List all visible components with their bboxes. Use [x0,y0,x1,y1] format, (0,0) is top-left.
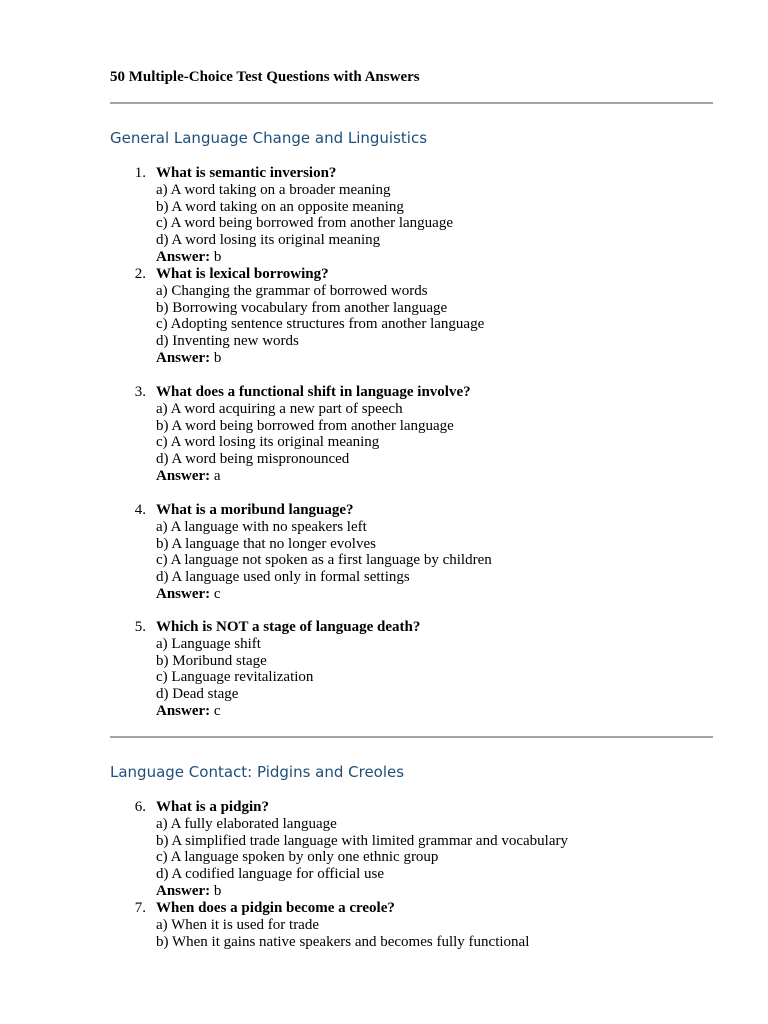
answer-option: a) When it is used for trade [156,916,320,933]
answer-line [156,249,453,266]
answer-option: c) Language revitalization [156,669,314,686]
answer-label: Answer: [156,702,211,719]
answer-label: Answer: [156,349,211,366]
answer-option: a) Language shift [156,635,261,652]
section-heading: Language Contact: Pidgins and Creoles [110,763,405,781]
question-number: 2. [134,266,146,282]
answer-option: d) A codified language for official use [156,866,384,883]
answer-option: d) A word losing its original meaning [156,232,381,249]
question-text: Which is NOT a stage of language death? [156,619,421,635]
answer-option: c) A word being borrowed from another language [156,215,453,232]
answer-option: a) A word taking on a broader meaning [156,181,391,198]
section-heading: General Language Change and Linguistics [110,129,428,147]
answer-option: b) A language that no longer evolves [156,535,376,552]
question-number: 1. [134,165,146,181]
answer-option: c) A word losing its original meaning [156,434,380,451]
answer-option: b) When it gains native speakers and becomes fully functional [156,933,530,950]
answer-option: c) A language not spoken as a first language by children [156,552,492,569]
question-text: What is lexical borrowing? [156,266,329,282]
answer-value: a [210,467,221,484]
answer-option: d) Dead stage [156,686,239,703]
answer-option: a) Changing the grammar of borrowed words [156,282,428,299]
answer-value: b [210,882,222,899]
answer-option: d) A language used only in formal settings [156,569,410,586]
answer-label: Answer: [156,248,211,265]
question-number: 3. [134,384,146,400]
question-number: 6. [134,799,146,815]
answer-label: Answer: [156,585,211,602]
answer-option: c) Adopting sentence structures from another language [156,316,485,333]
question-text: What is semantic inversion? [156,165,337,181]
answer-label: Answer: [156,467,211,484]
section-divider [110,736,713,738]
answer-option: b) Moribund stage [156,652,267,669]
document-title: 50 Multiple-Choice Test Questions with Answers [110,69,420,85]
answer-line [156,883,568,900]
question-number: 4. [134,502,146,518]
question-text: When does a pidgin become a creole? [156,900,395,916]
answer-option: d) A word being mispronounced [156,451,350,468]
answer-option: b) Borrowing vocabulary from another language [156,299,448,316]
answer-line [156,350,484,367]
answer-label: Answer: [156,882,211,899]
question-text: What does a functional shift in language involve? [156,384,471,400]
question-number: 7. [134,900,146,916]
answer-option: d) Inventing new words [156,333,299,350]
answer-line [156,703,420,720]
answer-option: a) A fully elaborated language [156,815,337,832]
answer-option: c) A language spoken by only one ethnic group [156,849,439,866]
answer-value: b [210,349,222,366]
section-divider [110,102,713,104]
answer-line [156,468,471,485]
answer-option: a) A word acquiring a new part of speech [156,400,403,417]
answer-option: b) A simplified trade language with limited grammar and vocabulary [156,832,568,849]
answer-value: b [210,248,222,265]
answer-option: b) A word taking on an opposite meaning [156,198,404,215]
answer-value: c [210,585,221,602]
question-text: What is a moribund language? [156,502,354,518]
question-text: What is a pidgin? [156,799,269,815]
answer-line [156,586,492,603]
answer-option: b) A word being borrowed from another language [156,417,454,434]
answer-option: a) A language with no speakers left [156,518,367,535]
answer-value: c [210,702,221,719]
question-number: 5. [134,619,146,635]
